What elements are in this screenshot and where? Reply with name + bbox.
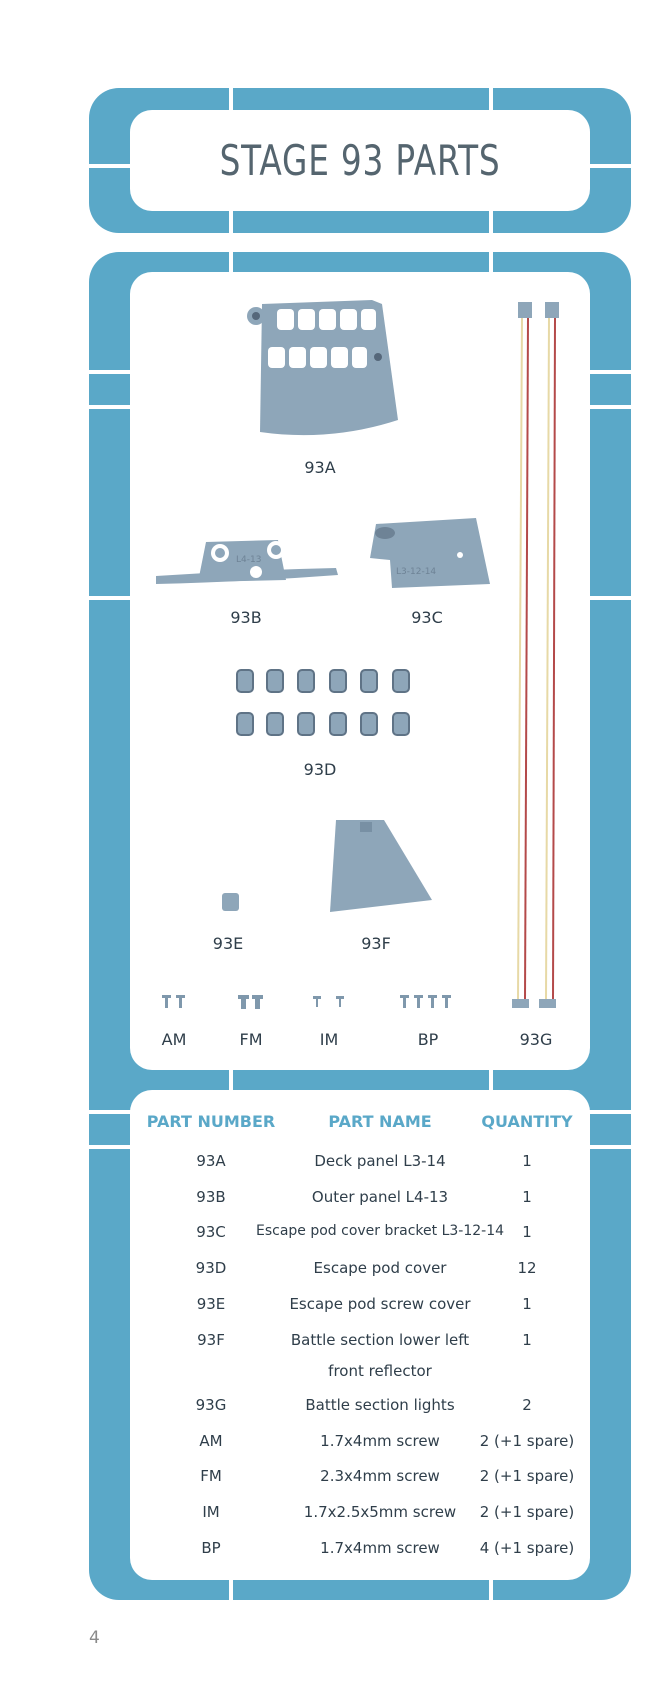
part-93d-image bbox=[237, 670, 409, 735]
table-row bbox=[130, 1253, 590, 1283]
label-93f: 93F bbox=[361, 934, 391, 953]
label-93a: 93A bbox=[304, 458, 336, 477]
cell-quantity: 4 (+1 spare) bbox=[479, 1539, 575, 1557]
label-93e: 93E bbox=[212, 934, 244, 953]
cell-part-number: 93B bbox=[196, 1188, 226, 1206]
label-93d: 93D bbox=[303, 760, 337, 779]
cell-part-number: 93D bbox=[195, 1259, 227, 1277]
part-93f-image bbox=[330, 820, 432, 912]
screws-image bbox=[162, 995, 451, 1009]
table-row bbox=[130, 1461, 590, 1491]
label-93g: 93G bbox=[519, 1030, 553, 1049]
cell-quantity: 1 bbox=[522, 1223, 532, 1241]
table-row bbox=[130, 1390, 590, 1420]
cell-part-number: 93F bbox=[197, 1331, 225, 1349]
label-am: AM bbox=[161, 1030, 187, 1049]
cell-part-number: BP bbox=[201, 1539, 221, 1557]
cell-part-number: 93E bbox=[196, 1295, 226, 1313]
cell-part-number: FM bbox=[200, 1467, 222, 1485]
header-part-name: PART NAME bbox=[328, 1112, 432, 1131]
header-part-number: PART NUMBER bbox=[146, 1112, 276, 1131]
cell-quantity: 2 (+1 spare) bbox=[479, 1432, 575, 1450]
cell-part-name: 1.7x2.5x5mm screw bbox=[303, 1503, 457, 1521]
cell-part-name: Battle section lower left bbox=[290, 1331, 470, 1349]
part-93a-image bbox=[247, 300, 398, 435]
cell-part-number: IM bbox=[202, 1503, 220, 1521]
cell-part-name: Escape pod cover bracket L3-12-14 bbox=[255, 1223, 505, 1239]
cell-part-name: Escape pod screw cover bbox=[289, 1295, 471, 1313]
cell-quantity: 1 bbox=[522, 1331, 532, 1349]
label-93c: 93C bbox=[411, 608, 443, 627]
header-quantity: QUANTITY bbox=[481, 1112, 573, 1131]
cell-part-name: Battle section lights bbox=[305, 1396, 455, 1414]
cell-part-name: Outer panel L4-13 bbox=[311, 1188, 449, 1206]
cell-part-name-line2: front reflector bbox=[328, 1362, 432, 1380]
table-row bbox=[130, 1182, 590, 1212]
cell-quantity: 1 bbox=[522, 1188, 532, 1206]
cell-part-number: AM bbox=[199, 1432, 223, 1450]
cell-part-name: Deck panel L3-14 bbox=[314, 1152, 446, 1170]
table-row bbox=[130, 1289, 590, 1319]
cell-part-number: 93C bbox=[196, 1223, 226, 1241]
cell-part-name: 1.7x4mm screw bbox=[320, 1539, 440, 1557]
cell-quantity: 1 bbox=[522, 1152, 532, 1170]
table-row bbox=[130, 1533, 590, 1563]
part-93b-image bbox=[156, 540, 338, 584]
part-93c-embossed-label: L3-12-14 bbox=[396, 567, 437, 577]
label-im: IM bbox=[319, 1030, 339, 1049]
cell-part-number: 93G bbox=[195, 1396, 227, 1414]
cell-quantity: 2 (+1 spare) bbox=[479, 1467, 575, 1485]
page-title: STAGE 93 PARTS bbox=[219, 136, 501, 185]
cell-part-name: 1.7x4mm screw bbox=[320, 1432, 440, 1450]
label-93b: 93B bbox=[230, 608, 262, 627]
table-row bbox=[130, 1217, 590, 1247]
label-bp: BP bbox=[417, 1030, 439, 1049]
table-row bbox=[130, 1325, 590, 1387]
cell-quantity: 2 bbox=[522, 1396, 532, 1414]
part-93c-image bbox=[370, 518, 490, 588]
part-93b-embossed-label: L4-13 bbox=[236, 555, 262, 565]
cell-quantity: 12 bbox=[517, 1259, 537, 1277]
table-row bbox=[130, 1426, 590, 1456]
table-row bbox=[130, 1497, 590, 1527]
cell-quantity: 1 bbox=[522, 1295, 532, 1313]
table-row bbox=[130, 1146, 590, 1176]
cell-part-number: 93A bbox=[196, 1152, 226, 1170]
page-number: 4 bbox=[89, 1628, 100, 1648]
part-93g-image bbox=[512, 302, 559, 1008]
cell-part-name: 2.3x4mm screw bbox=[320, 1467, 440, 1485]
part-93e-image bbox=[222, 893, 239, 911]
label-fm: FM bbox=[239, 1030, 263, 1049]
cell-part-name: Escape pod cover bbox=[313, 1259, 447, 1277]
cell-quantity: 2 (+1 spare) bbox=[479, 1503, 575, 1521]
